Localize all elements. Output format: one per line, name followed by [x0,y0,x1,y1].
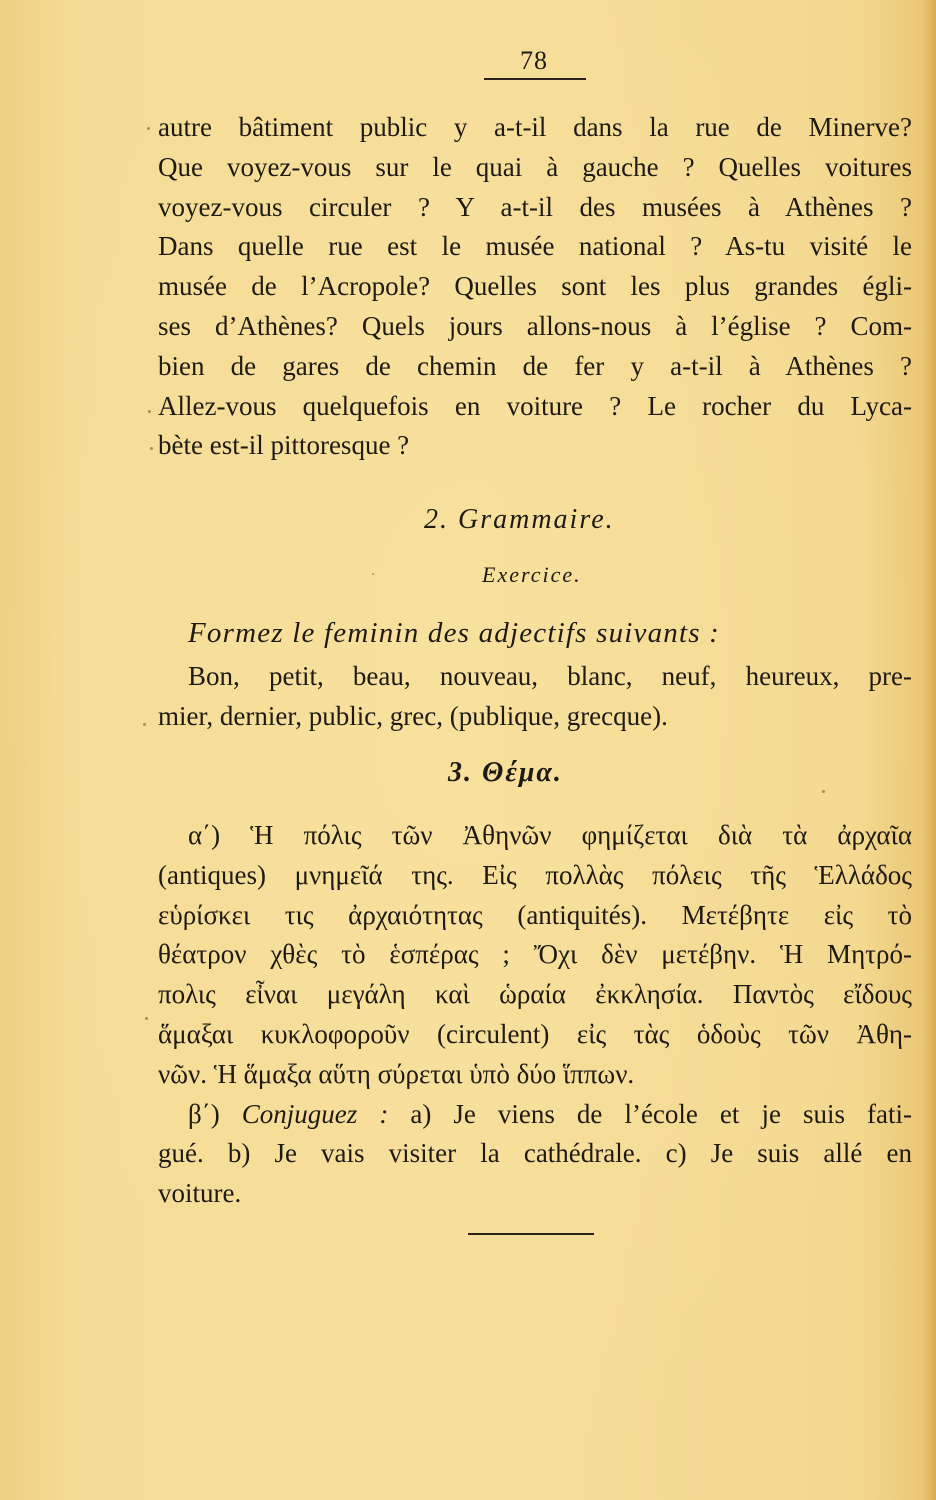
questions-line: bète est-il pittoresque ? [158,430,410,461]
questions-line: Que voyez-vous sur le quai à gauche ? Quelles voitures [158,151,912,182]
thema-line: ἅμαξαι κυκλοφοροῦν (circulent) εἰς τὰς ὁδοὺς τῶν Ἀθη- [158,1018,912,1049]
section-end-rule [468,1233,594,1235]
questions-line: Allez-vous quelquefois en voiture ? Le rocher du Lyca- [158,390,912,421]
conjuguez-text: a) Je viens de l’école et je suis fati- [410,1098,912,1129]
adjectives-paragraph [158,657,912,737]
page-number: 78 [520,46,548,75]
questions-line: voyez-vous circuler ? Y a-t-il des musées à Athènes ? [158,191,912,222]
questions-line: Dans quelle rue est le musée national ? As-tu visité le [158,231,912,262]
beta-prefix: β΄) [188,1098,220,1129]
thema-heading: 3. Θέμα. [448,757,563,788]
questions-line: autre bâtiment public y a-t-il dans la rue de Minerve? [158,112,912,142]
thema-line: α΄) Ἡ πόλις τῶν Ἀθηνῶν φημίζεται διὰ τὰ ἀρχαῖα [188,820,912,850]
thema-paragraph [158,816,912,1214]
conjuguez-line [158,1095,912,1135]
grammar-heading: 2. Grammaire. [424,504,615,535]
questions-paragraph [158,108,912,466]
thema-line: πολις εἶναι μεγάλη καὶ ὡραία ἐκκλησία. Παντὸς εἴδους [158,979,912,1010]
thema-line: (antiques) μνημεῖά της. Εἰς πολλὰς πόλεις τῆς Ἑλλάδος [158,859,912,890]
thema-line: νῶν. Ἡ ἅμαξα αὕτη σύρεται ὑπὸ δύο ἵππων. [158,1058,635,1089]
questions-line: musée de l’Acropole? Quelles sont les plus grandes égli- [158,271,912,302]
page-edge-shadow [922,0,936,1500]
thema-line: θέατρον χθὲς τὸ ἑσπέρας ; Ὄχι δὲν μετέβην. Ἡ Μητρό- [158,939,912,970]
conjuguez-line: gué. b) Je vais visiter la cathédrale. c) Je suis allé en [158,1138,912,1169]
conjuguez-label: Conjuguez : [241,1098,389,1129]
page-number-rule [484,78,586,80]
conjuguez-line: voiture. [158,1178,242,1209]
adjectives-line: mier, dernier, public, grec, (publique, grecque). [158,700,668,731]
questions-line: ses d’Athènes? Quels jours allons-nous à l’église ? Com- [158,310,912,341]
questions-line: bien de gares de chemin de fer y a-t-il à Athènes ? [158,350,912,381]
exercise-heading: Exercice. [482,562,582,587]
adjectives-line: Bon, petit, beau, nouveau, blanc, neuf, heureux, pre- [188,661,912,691]
thema-line: εὑρίσκει τις ἀρχαιότητας (antiquités). Μετέβητε εἰς τὸ [158,899,912,930]
grammar-instruction: Formez le feminin des adjectifs suivants : [188,617,721,649]
